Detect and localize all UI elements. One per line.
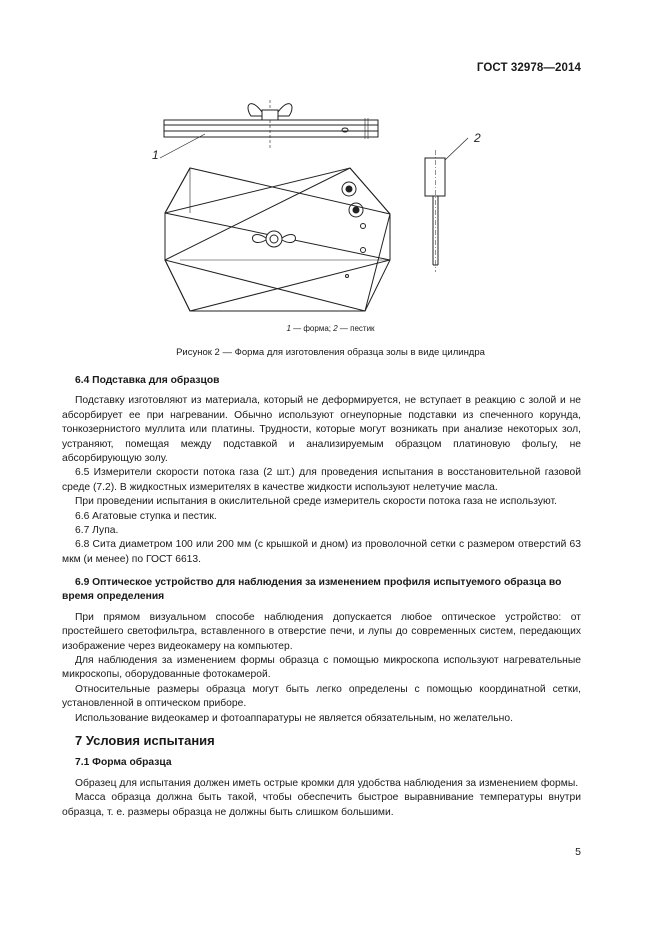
figure-label-1: 1 xyxy=(152,148,159,162)
paragraph: 6.8 Сита диаметром 100 или 200 мм (с крышкой и дном) из проволочной сетки с размером отверстий 63 мкм (и менее) по ГОСТ 6613. xyxy=(62,539,581,565)
figure-caption: Рисунок 2 — Форма для изготовления образца золы в виде цилиндра xyxy=(176,347,485,358)
paragraph: При прямом визуальном способе наблюдения допускается любое оптическое устройство: от простейшего светофильтра, вставленного в отверстие печи, и лупы до современных систем, передающих изображение через видеокамеру на компьютер. xyxy=(62,611,581,652)
section-7 xyxy=(62,734,581,820)
paragraph: При проведении испытания в окислительной среде измеритель скорости потока газа не используют. xyxy=(75,496,557,508)
pestle-drawing xyxy=(425,138,468,272)
section-6-9 xyxy=(62,576,581,726)
legend-number-2: 2 xyxy=(333,324,338,333)
form-top-view xyxy=(164,100,378,150)
subsection-heading: 7.1 Форма образца xyxy=(75,757,172,769)
paragraph: Образец для испытания должен иметь острые кромки для удобства наблюдения за изменением формы. xyxy=(75,777,579,789)
legend-text-2: — пестик xyxy=(337,324,375,333)
leader-line-1 xyxy=(160,134,205,158)
figure-legend xyxy=(0,324,661,333)
section-heading: 6.9 Оптическое устройство для наблюдения за изменением профиля испытуемого образца во время определения xyxy=(62,577,562,603)
standard-number: ГОСТ 32978—2014 xyxy=(476,62,581,74)
section-heading: 6.4 Подставка для образцов xyxy=(75,375,220,386)
paragraph: Использование видеокамер и фотоаппаратуры не является обязательным, но желательно. xyxy=(75,712,513,724)
paragraph: Относительные размеры образца могут быть легко определены с помощью координатной сетки, установленной в оптическом приборе. xyxy=(62,683,581,710)
paragraph: Масса образца должна быть такой, чтобы обеспечить быстрое выравнивание температуры внутри образца, т. е. размеры образца не должны быть слишком большими. xyxy=(62,792,581,818)
paragraph: Подставку изготовляют из материала, который не деформируется, не вступает в реакцию с золой и не абсорбирует ее при нагревании. Обычно используют огнеупорные подставки из спеченного корунда, тонкозернистого муллита или платины. Трудности, которые могут возникать при анализе некоторых зол, устраняют, помещая между подставкой и анализируемым образцом платиновую фольгу, не абсорбирующую золу. xyxy=(62,395,581,465)
section-6-4 xyxy=(62,374,581,567)
paragraph: Для наблюдения за изменением формы образца с помощью микроскопа используют нагревательные микроскопы, оборудованные фотокамерой. xyxy=(62,655,581,681)
page-number: 5 xyxy=(575,846,581,858)
legend-text-1: — форма; xyxy=(290,324,334,333)
paragraph: 6.7 Лупа. xyxy=(75,525,119,537)
paragraph: 6.5 Измерители скорости потока газа (2 шт.) для проведения испытания в восстановительной газовой среде (7.2). В жидкостных измерителях в качестве жидкости используют нелетучие масла. xyxy=(62,467,581,493)
paragraph: 6.6 Агатовые ступка и пестик. xyxy=(75,510,217,522)
figure-label-2: 2 xyxy=(474,131,481,145)
legend-number-1: 1 xyxy=(286,324,291,333)
figure-drawing xyxy=(150,90,481,320)
chapter-heading: 7 Условия испытания xyxy=(75,733,215,748)
